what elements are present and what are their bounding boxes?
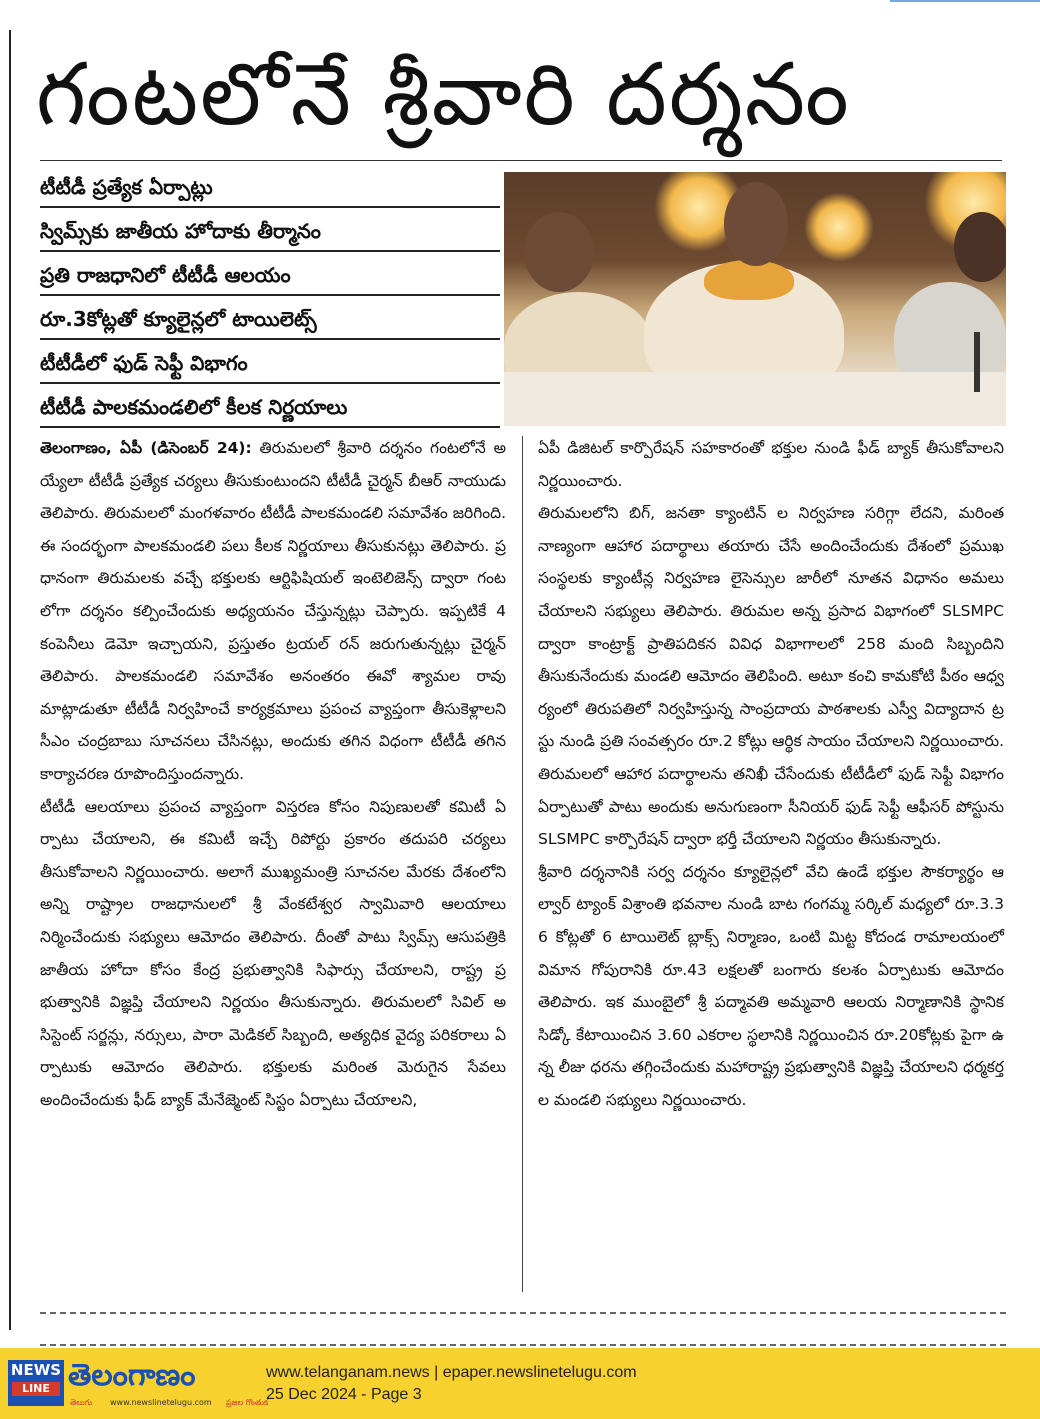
article-paragraph: టీటీడీ ఆలయాలు ప్రపంచ వ్యాప్తంగా విస్తరణ కోసం నిపుణులతో కమిటీ ఏర్పాటు చేయాలని, ఈ కమిటీ ఇచ్చే రిపోర్టు ప్రకారం తదుపరి చర్యలు తీసుకోవాలని నిర్ణయించారు. అలాగే ముఖ్యమంత్రి సూచనల మేరకు దేశంలోని అన్ని రాష్ట్రాల రాజధానులలో శ్రీ వేంకటేశ్వర స్వామివారి ఆలయాలు నిర్మించేందుకు సభ్యులు ఆమోదం తెలిపారు. దీంతో పాటు స్విమ్స్ ఆసుపత్రికి జాతీయ హోదా కోసం కేంద్ర ప్రభుత్వానికి సిఫార్సు చేయాలని, రాష్ట్ర ప్రభుత్వానికి విజ్ఞప్తి చేయాలని నిర్ణయం తీసుకున్నారు. తిరుమలలో సివిల్ అసిస్టెంట్ సర్జన్లు, నర్సులు, పారా మెడికల్ సిబ్బంది, అత్యధిక వైద్య పరికరాలు ఏర్పాటుకు ఆమోదం తెలిపారు. భక్తులకు మరింత మెరుగైన సేవలు అందించేందుకు ఫీడ్ బ్యాక్ మేనేజ్మెంట్ సిస్టం ఏర్పాటు చేయాలని, bbox=[40, 797, 506, 1109]
footer-websites[interactable]: www.telanganam.news | epaper.newslinetelugu.com bbox=[266, 1364, 637, 1381]
logo-subtitle: తెలుగు bbox=[70, 1398, 93, 1407]
table-surface bbox=[504, 372, 1006, 426]
article-paragraph bbox=[40, 432, 506, 791]
article-column-right bbox=[538, 432, 1004, 1116]
highlights-list bbox=[40, 172, 500, 436]
page-headline: గంటలోనే శ్రీవారి దర్శనం bbox=[36, 45, 851, 145]
article-body bbox=[40, 432, 1006, 1292]
column-divider bbox=[522, 436, 523, 1292]
logo-website: www.newslinetelugu.com bbox=[110, 1398, 212, 1407]
article-text: తిరుమలలో శ్రీవారి దర్శనం గంటలోనే అయ్యేలా టీటీడీ ప్రత్యేక చర్యలు తీసుకుంటుందని టీటీడీ చైర్మన్ బీఆర్ నాయుడు తెలిపారు. తిరుమలలో మంగళవారం టీటీడీ పాలకమండలి సమావేశం జరిగింది. ఈ సందర్భంగా పాలకమండలి పలు కీలక నిర్ణయాలు తీసుకునట్లు తెలిపారు. ప్రధానంగా తిరుమలకు వచ్చే భక్తులకు ఆర్టిఫిషియల్ ఇంటెలిజెన్స్ ద్వారా గంటలోగా దర్శనం కల్పించేందుకు అధ్యయనం చేస్తున్నట్లు చెప్పారు. ఇప్పటికే 4 కంపెనీలు డెమో ఇచ్చాయని, ప్రస్తుతం ట్రయల్ రన్ జరుగుతున్నట్లు చైర్మన్ తెలిపారు. పాలకమండలి సమావేశం అనంతరం ఈవో శ్యామల రావు మాట్లాడుతూ టీటీడీ నిర్వహించే కార్యక్రమాలు ప్రపంచ వ్యాప్తంగా తీసుకెళ్లాలని సీఎం చంద్రబాబు సూచనలు చేసినట్లు, అందుకు తగిన విధంగా టీటీడీ తగిన కార్యాచరణ రూపొందిస్తుందన్నారు. bbox=[40, 439, 506, 783]
highlight-item: టీటీడీ పాలకమండలిలో కీలక నిర్ణయాలు bbox=[40, 392, 500, 428]
article-paragraph: తిరుమలలోని బిగ్, జనతా క్యాంటిన్ ల నిర్వహణ సరిగ్గా లేదని, మరింత నాణ్యంగా ఆహార పదార్థాలు తయారు చేసే అందించేందుకు దేశంలో ప్రముఖ సంస్థలకు క్యాంటీన్ల నిర్వహణ లైసెన్సుల జారీలో నూతన విధానం అమలు చేయాలని సభ్యులు తెలిపారు. తిరుమల అన్న ప్రసాద విభాగంలో SLSMPC ద్వారా కాంట్రాక్ట్ ప్రాతిపదికన వివిధ విభాగాలలో 258 మంది సిబ్బందిని తీసుకునేందుకు మండలి ఆమోదం తెలిపింది. అటూ కంచి కామకోటి పీఠం ఆధ్వర్యంలో తిరుపతిలో నిర్వహిస్తున్న సాంప్రదాయ పాఠశాలకు ఎస్వీ విద్యాదాన ట్రస్టు నుండి ప్రతి సంవత్సరం రూ.2 కోట్లు ఆర్థిక సాయం చేయాలని నిర్ణయించారు. తిరుమలలో ఆహార పదార్థాలను తనిఖీ చేసేందుకు టీటీడీలో ఫుడ్ సెఫ్టీ విభాగం ఏర్పాటుతో పాటు అందుకు అనుగుణంగా సీనియర్ ఫుడ్ సెఫ్టీ ఆఫీసర్ పోస్టును SLSMPC కార్పొరేషన్ ద్వారా భర్తీ చేయాలని నిర్ణయం తీసుకున్నారు. bbox=[538, 504, 1004, 849]
article-paragraph: శ్రీవారి దర్శనానికి సర్వ దర్శనం క్యూలైన్లలో వేచి ఉండే భక్తుల సౌకర్యార్థం ఆల్వార్ ట్యాంక్ విశ్రాంతి భవనాల నుండి బాట గంగమ్మ సర్కిల్ మధ్యలో రూ.3.36 కోట్లతో 6 టాయిలెట్ బ్లాక్స్ నిర్మాణం, ఒంటి మిట్ట కోదండ రామాలయంలో విమాన గోపురానికి రూ.43 లక్షలతో బంగారు కలశం ఏర్పాటుకు ఆమోదం తెలిపారు. ఇక ముంబైలో శ్రీ పద్మావతి అమ్మవారి ఆలయ నిర్మాణానికి స్థానిక సిడ్కో కేటాయించిన 3.60 ఎకరాల స్థలానికి నిర్ణయించిన రూ.20కోట్లకు పైగా ఉన్న లీజు ధరను తగ్గించేందుకు మహారాష్ట్ర ప్రభుత్వానికి విజ్ఞప్తి చేయాలని ధర్మకర్తల మండలి సభ్యులు నిర్ణయించారు. bbox=[538, 862, 1004, 1109]
highlight-item: రూ.3కోట్లతో క్యూలైన్లలో టాయిలెట్స్ bbox=[40, 304, 500, 340]
highlight-item: ప్రతి రాజధానిలో టీటీడీ ఆలయం bbox=[40, 260, 500, 296]
highlight-item: టీటీడీ ప్రత్యేక ఏర్పాట్లు bbox=[40, 172, 500, 208]
top-rule bbox=[0, 0, 1040, 4]
logo-line-text: LINE bbox=[12, 1382, 60, 1396]
article-dateline: తెలంగాణం, ఏపీ (డిసెంబర్ 24): bbox=[40, 439, 252, 457]
highlight-item: స్విమ్స్‌కు జాతీయ హోదాకు తీర్మానం bbox=[40, 216, 500, 252]
bottom-divider bbox=[40, 1344, 1006, 1346]
headline-divider bbox=[40, 160, 1002, 161]
logo-news-text: NEWS bbox=[10, 1361, 62, 1379]
logo-tagline: ప్రజల గొంతుక bbox=[226, 1398, 269, 1407]
news-photo bbox=[504, 172, 1006, 426]
left-margin-rule bbox=[9, 30, 11, 1330]
article-column-left bbox=[40, 432, 506, 1116]
bottom-divider bbox=[40, 1312, 1006, 1314]
footer-date-page: 25 Dec 2024 - Page 3 bbox=[266, 1386, 422, 1403]
article-paragraph: ఏపీ డిజిటల్ కార్పొరేషన్ సహకారంతో భక్తుల నుండి ఫీడ్ బ్యాక్ తీసుకోవాలని నిర్ణయించారు. bbox=[538, 439, 1004, 490]
newsline-logo bbox=[8, 1360, 64, 1406]
telanganam-logo-title: తెలంగాణం bbox=[68, 1358, 196, 1393]
footer-bar bbox=[0, 1348, 1040, 1419]
highlight-item: టీటీడీలో ఫుడ్ సెఫ్టీ విభాగం bbox=[40, 348, 500, 384]
